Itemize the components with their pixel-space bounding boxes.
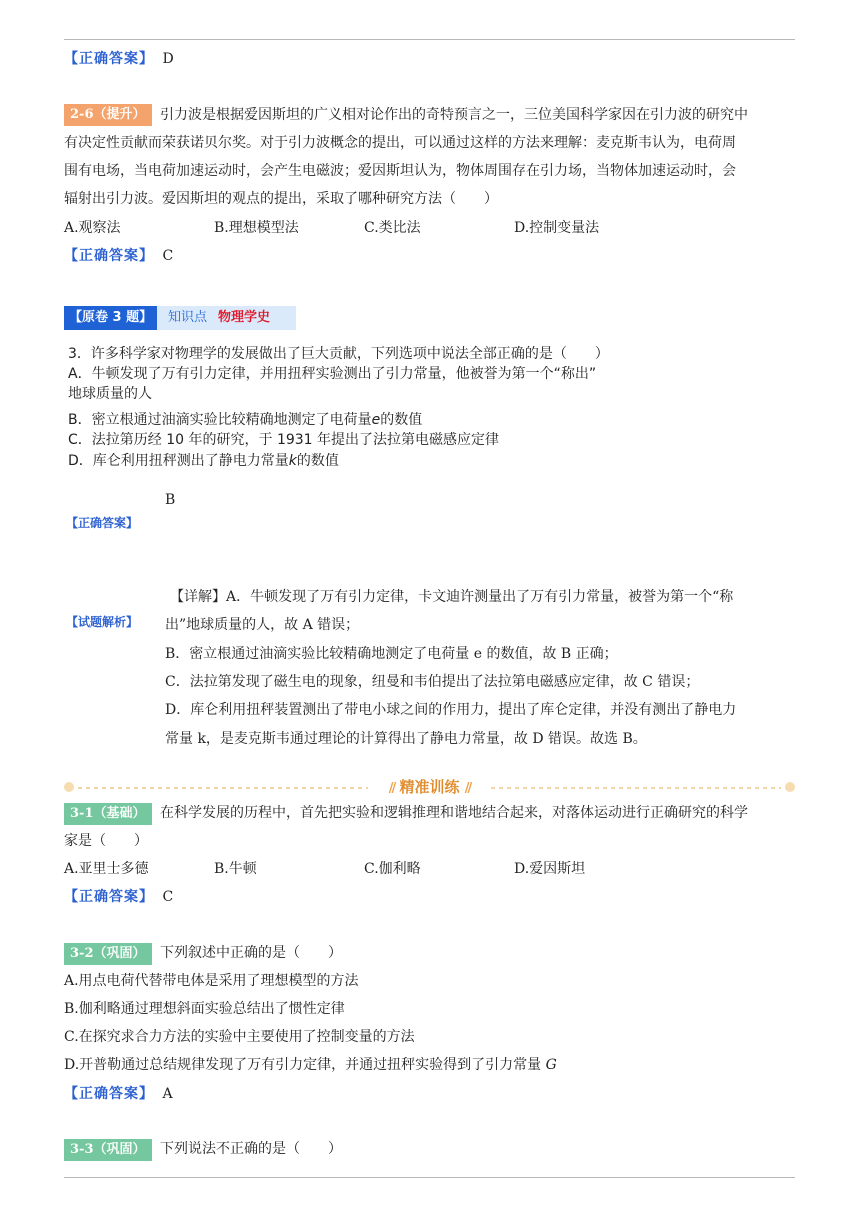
option-d-text: D．库仑利用扭秤测出了静电力常量 [68, 453, 289, 469]
answer-label: 【正确答案】 [64, 248, 154, 264]
original-option-a-line2: 地球质量的人 [68, 386, 152, 402]
analysis-line: C．法拉第发现了磁生电的现象，纽曼和韦伯提出了法拉第电磁感应定律，故 C 错误； [165, 674, 700, 690]
banner-dot-right [785, 782, 795, 792]
top-divider [64, 39, 795, 40]
question-stem-line: 引力波是根据爱因斯坦的广义相对论作出的奇特预言之一，三位美国科学家因在引力波的研究中 [160, 107, 748, 123]
original-stem: 3．许多科学家对物理学的发展做出了巨大贡献，下列选项中说法全部正确的是（ ） [68, 346, 609, 362]
question-stem-line: 在科学发展的历程中，首先把实验和逻辑推理和谐地结合起来，对落体运动进行正确研究的科学 [160, 805, 748, 821]
option-b-tail: 的数值 [380, 412, 423, 428]
analysis-line: 常量 k，是麦克斯韦通过理论的计算得出了静电力常量，故 D 错误。故选 B。 [165, 731, 647, 747]
banner-title-text: 精准训练 [399, 778, 460, 796]
option-b: B.牛顿 [214, 861, 257, 877]
original-option-d [68, 451, 339, 471]
question-stem-line: 围有电场，当电荷加速运动时，会产生电磁波；爱因斯坦认为，物体周围存在引力场，当物体加速运动时，会 [64, 163, 736, 179]
option-d-text: D.开普勒通过总结规律发现了万有引力定律，并通过扭秤实验得到了引力常量 [64, 1057, 546, 1073]
answer-value: C [162, 248, 174, 264]
analysis-line: 【详解】A．牛顿发现了万有引力定律，卡文迪许测量出了万有引力常量，被誉为第一个“称 [170, 589, 734, 605]
question-stem: 下列说法不正确的是（ ） [160, 1141, 342, 1157]
answer-label: 【正确答案】 [64, 889, 154, 905]
answer-value: D [162, 51, 174, 67]
original-option-b [68, 410, 422, 430]
option-c: C.类比法 [364, 220, 421, 236]
bottom-divider [64, 1177, 795, 1178]
option-c: C.在探究求合力方法的实验中主要使用了控制变量的方法 [64, 1029, 415, 1045]
question-stem-line: 有决定性贡献而荣获诺贝尔奖。对于引力波概念的提出，可以通过这样的方法来理解：麦克斯韦认为，电荷周 [64, 135, 736, 151]
option-d [64, 1051, 557, 1079]
section-banner [64, 774, 795, 800]
answer-row [64, 1080, 173, 1108]
original-question-label: 【原卷 3 题】 [64, 306, 157, 330]
var-k: k [288, 453, 297, 469]
var-g: G [545, 1057, 557, 1073]
question-tag-2-6: 2-6（提升） [64, 104, 152, 126]
analysis-label: 【试题解析】 [66, 615, 139, 629]
answer-row [64, 242, 173, 270]
question-tag-3-1: 3-1（基础） [64, 803, 152, 825]
banner-line-right [491, 787, 781, 789]
option-c: C.伽利略 [364, 861, 421, 877]
answer-label: 【正确答案】 [64, 51, 154, 67]
option-d-tail: 的数值 [296, 453, 339, 469]
option-b: B.伽利略通过理想斜面实验总结出了惯性定律 [64, 1001, 345, 1017]
answer-row [64, 883, 173, 911]
answer-row-prev [64, 45, 174, 73]
option-a: A.用点电荷代替带电体是采用了理想模型的方法 [64, 973, 359, 989]
option-b: B.理想模型法 [214, 220, 299, 236]
answer-value: C [162, 889, 174, 905]
original-answer-label: 【正确答案】 [66, 516, 139, 530]
answer-label: 【正确答案】 [64, 1086, 154, 1102]
option-a: A.观察法 [64, 220, 121, 236]
question-tag-3-3: 3-3（巩固） [64, 1139, 152, 1161]
option-b-text: B．密立根通过油滴实验比较精确地测定了电荷量 [68, 412, 372, 428]
banner-title: // 精准训练 // [388, 778, 471, 796]
question-stem: 下列叙述中正确的是（ ） [160, 945, 342, 961]
original-answer-value: B [165, 492, 176, 508]
knowledge-topic: 物理学史 [218, 310, 271, 325]
knowledge-point-label: 知识点 [168, 310, 208, 325]
option-d: D.控制变量法 [514, 220, 600, 236]
original-question-header [64, 306, 296, 330]
analysis-line: 出”地球质量的人，故 A 错误； [165, 617, 360, 633]
analysis-line: D．库仑利用扭秤装置测出了带电小球之间的作用力，提出了库仑定律，并没有测出了静电力 [165, 702, 737, 718]
analysis-line: B．密立根通过油滴实验比较精确地测定了电荷量 e 的数值，故 B 正确； [165, 646, 618, 662]
question-tag-3-2: 3-2（巩固） [64, 943, 152, 965]
question-stem-line: 辐射出引力波。爱因斯坦的观点的提出，采取了哪种研究方法（ ） [64, 191, 498, 207]
var-e: e [371, 412, 381, 428]
option-a: A.亚里士多德 [64, 861, 149, 877]
original-option-c: C．法拉第历经 10 年的研究，于 1931 年提出了法拉第电磁感应定律 [68, 432, 500, 448]
original-option-a-line1: A．牛顿发现了万有引力定律，并用扭秤实验测出了引力常量，他被誉为第一个“称出” [68, 366, 597, 382]
option-d: D.爱因斯坦 [514, 861, 586, 877]
answer-value: A [162, 1086, 173, 1102]
question-stem-line: 家是（ ） [64, 833, 148, 849]
